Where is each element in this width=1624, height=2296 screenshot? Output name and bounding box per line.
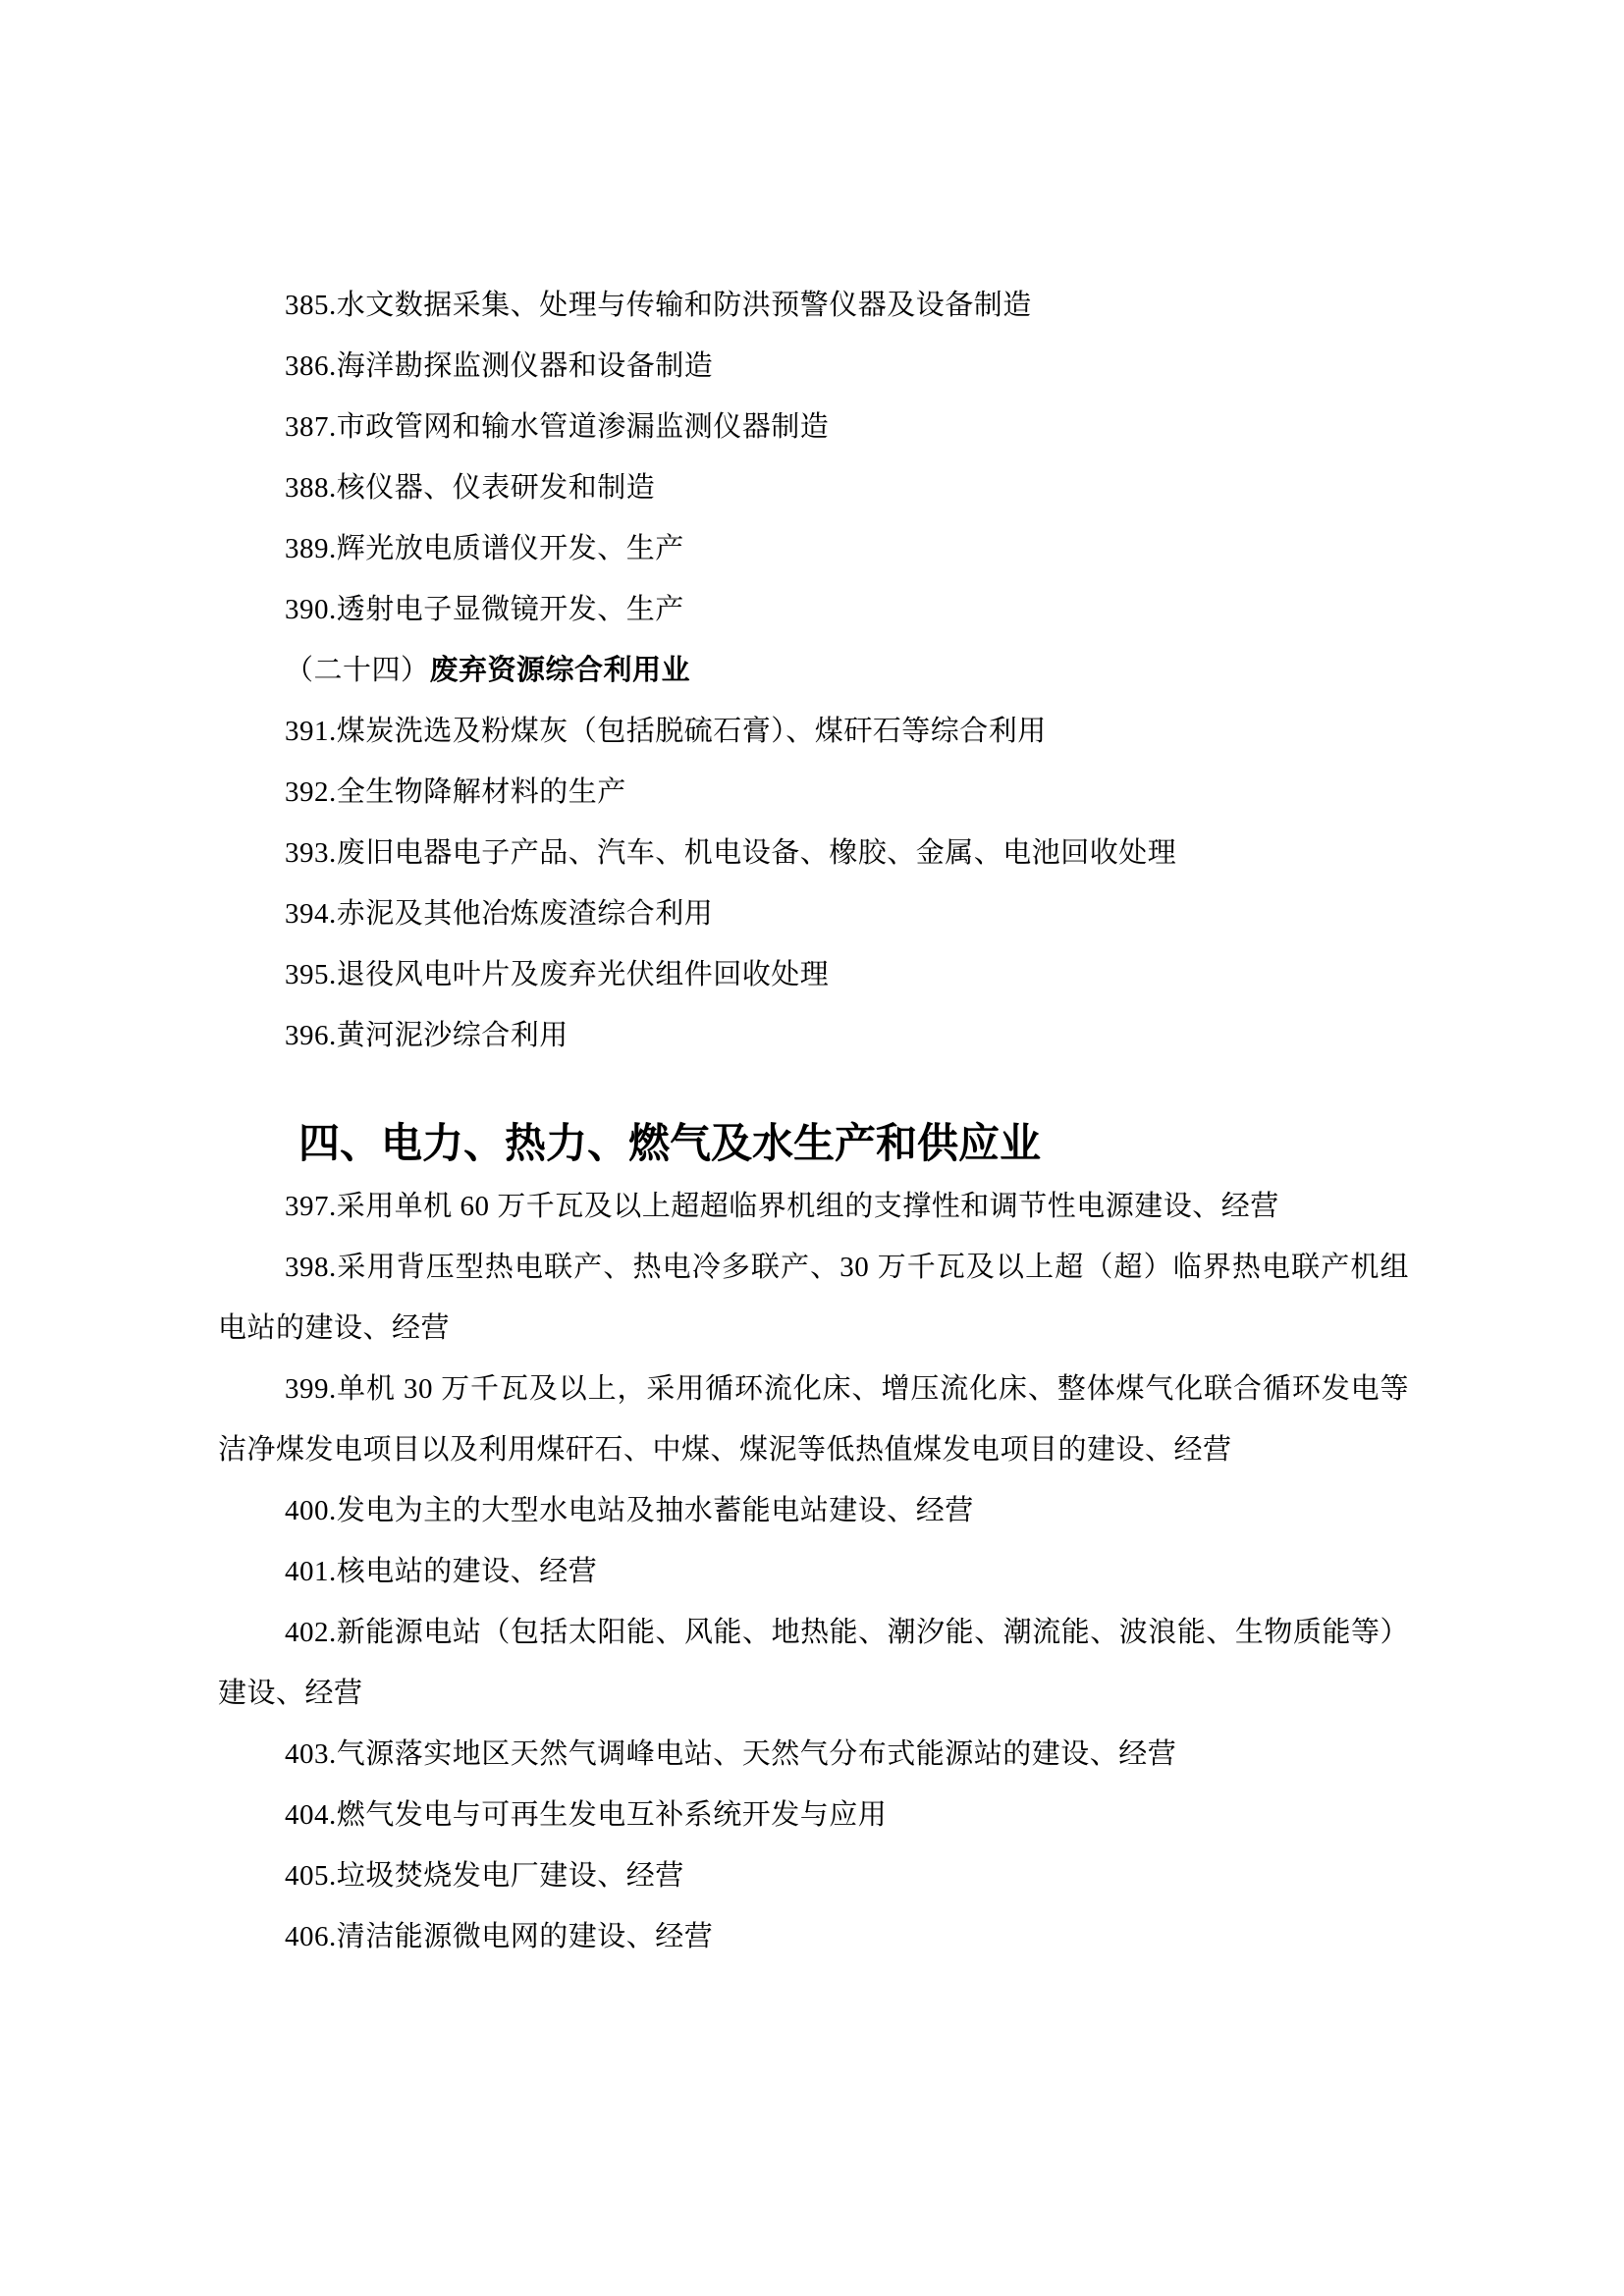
subsection-heading (218, 640, 1409, 701)
catalog-item-389: 389.辉光放电质谱仪开发、生产 (285, 533, 684, 564)
catalog-item-404: 404.燃气发电与可再生发电互补系统开发与应用 (285, 1799, 888, 1831)
section-heading: 四、电力、热力、燃气及水生产和供应业 (298, 1120, 1042, 1166)
catalog-item-394: 394.赤泥及其他冶炼废渣综合利用 (285, 898, 714, 930)
catalog-item-406: 406.清洁能源微电网的建设、经营 (285, 1921, 714, 1952)
catalog-item-393: 393.废旧电器电子产品、汽车、机电设备、橡胶、金属、电池回收处理 (285, 837, 1177, 869)
catalog-item-387: 387.市政管网和输水管道渗漏监测仪器制造 (285, 411, 830, 443)
subsection-title: 废弃资源综合利用业 (429, 655, 691, 686)
catalog-item-391: 391.煤炭洗选及粉煤灰（包括脱硫石膏）、煤矸石等综合利用 (285, 716, 1047, 747)
catalog-item-385: 385.水文数据采集、处理与传输和防洪预警仪器及设备制造 (285, 290, 1032, 321)
document-content (218, 275, 1409, 1967)
catalog-item-392: 392.全生物降解材料的生产 (285, 776, 626, 808)
catalog-item-399: 399.单机 30 万千瓦及以上，采用循环流化床、增压流化床、整体煤气化联合循环发电等洁净煤发电项目以及利用煤矸石、中煤、煤泥等低热值煤发电项目的建设、经营 (218, 1373, 1409, 1466)
catalog-item-396: 396.黄河泥沙综合利用 (285, 1020, 568, 1051)
catalog-item-397: 397.采用单机 60 万千瓦及以上超超临界机组的支撑性和调节性电源建设、经营 (285, 1191, 1279, 1222)
catalog-item-400: 400.发电为主的大型水电站及抽水蓄能电站建设、经营 (285, 1495, 974, 1526)
catalog-item-390: 390.透射电子显微镜开发、生产 (285, 594, 684, 625)
catalog-item-405: 405.垃圾焚烧发电厂建设、经营 (285, 1860, 684, 1892)
catalog-item-403: 403.气源落实地区天然气调峰电站、天然气分布式能源站的建设、经营 (285, 1738, 1177, 1770)
catalog-item-398: 398.采用背压型热电联产、热电冷多联产、30 万千瓦及以上超（超）临界热电联产机组电站的建设、经营 (218, 1252, 1409, 1344)
catalog-item-386: 386.海洋勘探监测仪器和设备制造 (285, 350, 714, 382)
catalog-item-401: 401.核电站的建设、经营 (285, 1556, 598, 1587)
subsection-number: （二十四） (285, 655, 430, 686)
catalog-item-395: 395.退役风电叶片及废弃光伏组件回收处理 (285, 959, 830, 990)
catalog-item-402: 402.新能源电站（包括太阳能、风能、地热能、潮汐能、潮流能、波浪能、生物质能等）建设、经营 (218, 1617, 1409, 1709)
catalog-item-388: 388.核仪器、仪表研发和制造 (285, 472, 656, 504)
